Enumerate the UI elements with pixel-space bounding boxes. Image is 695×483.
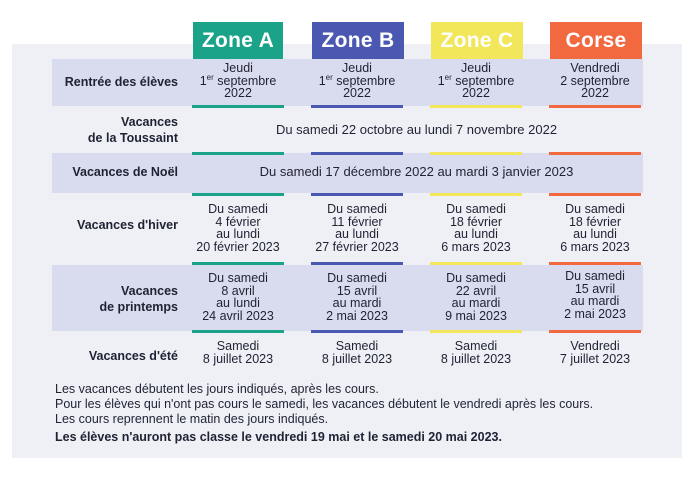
stripe-corse [549, 105, 641, 108]
cell-line: 2 septembre [560, 73, 630, 88]
zone-b-header: Zone B [312, 22, 404, 59]
stripe-zone-b [311, 152, 403, 155]
cell-line: 2022 [462, 86, 490, 100]
hiver-corse [549, 203, 641, 253]
cell-line: au lundi [216, 296, 260, 310]
note-bold: Les élèves n'auront pas classe le vendredi 19 mai et le samedi 20 mai 2023. [55, 430, 502, 444]
cell-line: Du samedi [446, 202, 506, 216]
stripe-zone-b [311, 193, 403, 196]
cell-line: Samedi [335, 339, 379, 353]
zone-c-header: Zone C [431, 22, 523, 59]
cell-line: 6 mars 2023 [560, 239, 630, 254]
cell-line: Vendredi [570, 61, 620, 75]
cell-sup: er [206, 72, 214, 82]
cell-line: 18 février [449, 214, 503, 229]
cell-text: septembre [332, 73, 396, 88]
toussaint-dates: Du samedi 22 octobre au lundi 7 novembre 2022 [275, 122, 558, 137]
cell-line: au lundi [216, 227, 260, 241]
cell-line: Jeudi [461, 61, 491, 75]
cell-line: 15 avril [336, 283, 378, 298]
zone-a-header: Zone A [193, 22, 283, 59]
cell-line: 11 février [331, 214, 383, 229]
cell-line: Jeudi [223, 61, 253, 75]
label-toussaint-line1: Vacances [121, 115, 178, 129]
cell-text: 1 [318, 73, 326, 88]
cell-line: 8 avril [221, 283, 255, 298]
rentree-zone-b [311, 62, 403, 100]
rentree-zone-c [430, 62, 522, 100]
label-printemps [40, 283, 178, 315]
cell-text: 1 [199, 73, 207, 88]
ete-zone-b [311, 340, 403, 365]
cell-line: 27 février 2023 [315, 239, 399, 254]
cell-line: 2 mai 2023 [326, 308, 388, 323]
cell-line: Samedi [454, 339, 498, 353]
cell-sup: er [444, 72, 452, 82]
cell-line: Du samedi [446, 271, 506, 285]
stripe-zone-a [192, 193, 284, 196]
rentree-corse [549, 62, 641, 100]
cell-line: Du samedi [208, 271, 268, 285]
cell-sup: er [325, 72, 333, 82]
stripe-zone-b [311, 105, 403, 108]
note-2: Pour les élèves qui n'ont pas cours le samedi, les vacances débutent le vendredi après les cours. [55, 397, 594, 411]
cell-line: 8 juillet 2023 [202, 351, 274, 366]
stripe-zone-c [430, 193, 522, 196]
cell-line: Du samedi [565, 269, 625, 283]
cell-line: Samedi [216, 339, 260, 353]
hiver-zone-c [430, 203, 522, 253]
label-ete: Vacances d'été [88, 349, 178, 363]
cell-line: 2 mai 2023 [564, 306, 626, 321]
cell-line: 4 février [215, 214, 261, 229]
printemps-zone-a [192, 272, 284, 322]
label-printemps-line1: Vacances [121, 284, 178, 298]
noel-dates: Du samedi 17 décembre 2022 au mardi 3 janvier 2023 [259, 164, 574, 179]
note-3: Les cours reprennent le matin des jours indiqués. [55, 412, 329, 426]
ete-zone-c [430, 340, 522, 365]
cell-line: au mardi [332, 296, 382, 310]
cell-line: au lundi [454, 227, 498, 241]
cell-line: Vendredi [570, 339, 620, 353]
cell-line: au mardi [451, 296, 501, 310]
stripe-zone-b [311, 262, 403, 265]
cell-text: septembre [451, 73, 515, 88]
cell-line: 18 février [568, 214, 622, 229]
stripe-corse [549, 330, 641, 333]
note-1: Les vacances débutent les jours indiqués, après les cours. [55, 382, 379, 396]
cell-line: au lundi [335, 227, 379, 241]
label-noel: Vacances de Noël [72, 165, 178, 179]
cell-line: 9 mai 2023 [445, 308, 507, 323]
cell-line: 22 avril [455, 283, 497, 298]
cell-line: 6 mars 2023 [441, 239, 511, 254]
label-toussaint [40, 114, 178, 146]
stripe-zone-a [192, 105, 284, 108]
cell-line: Du samedi [565, 202, 625, 216]
cell-line: Du samedi [327, 271, 387, 285]
cell-line: Du samedi [208, 202, 268, 216]
stripe-zone-a [192, 152, 284, 155]
cell-line: 7 juillet 2023 [559, 351, 631, 366]
cell-line: Jeudi [342, 61, 372, 75]
hiver-zone-b [311, 203, 403, 253]
stripe-zone-c [430, 152, 522, 155]
ete-zone-a [192, 340, 284, 365]
stripe-zone-a [192, 330, 284, 333]
cell-line: 8 juillet 2023 [440, 351, 512, 366]
label-rentree: Rentrée des élèves [64, 75, 178, 89]
stripe-corse [549, 152, 641, 155]
cell-line: 15 avril [574, 281, 616, 296]
label-hiver: Vacances d'hiver [77, 218, 178, 232]
stripe-zone-b [311, 330, 403, 333]
cell-text: septembre [213, 73, 277, 88]
printemps-zone-b [311, 272, 403, 322]
cell-line: 2022 [224, 86, 252, 100]
cell-line: Du samedi [327, 202, 387, 216]
cell-line: 8 juillet 2023 [321, 351, 393, 366]
stripe-zone-c [430, 105, 522, 108]
stripe-zone-a [192, 262, 284, 265]
cell-line: au lundi [573, 227, 617, 241]
printemps-corse [549, 270, 641, 320]
stripe-zone-c [430, 330, 522, 333]
cell-text: 1 [437, 73, 445, 88]
cell-line: 2022 [581, 86, 609, 100]
corse-header: Corse [550, 22, 642, 59]
stripe-corse [549, 262, 641, 265]
label-printemps-line2: de printemps [99, 300, 178, 314]
hiver-zone-a [192, 203, 284, 253]
rentree-zone-a [192, 62, 284, 100]
ete-corse [549, 340, 641, 365]
label-toussaint-line2: de la Toussaint [87, 131, 178, 145]
cell-line: 2022 [343, 86, 371, 100]
stripe-zone-c [430, 262, 522, 265]
cell-line: 20 février 2023 [196, 239, 280, 254]
printemps-zone-c [430, 272, 522, 322]
cell-line: au mardi [570, 294, 620, 308]
cell-line: 24 avril 2023 [202, 308, 274, 323]
stripe-corse [549, 193, 641, 196]
